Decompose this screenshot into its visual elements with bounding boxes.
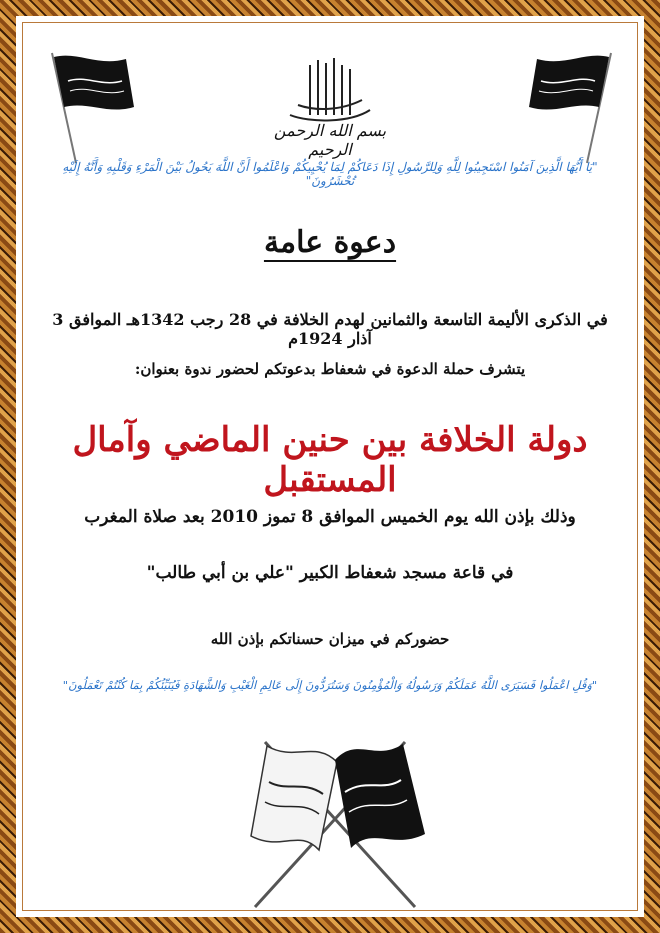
basmala-text: بسم الله الرحمن الرحيم <box>273 121 387 159</box>
page-title <box>40 225 620 260</box>
anniversary-line: في الذكرى الأليمة التاسعة والثمانين لهدم الخلافة في 28 رجب 1342هـ الموافق 3 آذار 1924م <box>52 310 608 348</box>
seminar-title: دولة الخلافة بين حنين الماضي وآمال المستقبل <box>72 420 588 500</box>
invitation-line: يتشرف حملة الدعوة في شعفاط بدعوتكم لحضور ندوة بعنوان: <box>134 360 526 378</box>
heading-text: دعوة عامة <box>263 225 397 260</box>
verse-top: "يَا أَيُّهَا الَّذِينَ آمَنُوا اسْتَجِيبُوا لِلَّهِ وَلِلرَّسُولِ إِذَا دَعَاكُمْ لِمَا يُحْيِيكُمْ وَاعْلَمُوا أَنَّ اللَّهَ يَحُولُ بَيْنَ الْمَرْءِ وَقَلْبِهِ وَأَنَّهُ إِلَيْهِ تُحْشَرُونَ" <box>62 160 598 188</box>
verse-bottom: "وَقُلِ اعْمَلُوا فَسَيَرَى اللَّهُ عَمَلَكُمْ وَرَسُولُهُ وَالْمُؤْمِنُونَ وَسَتُرَدُّونَ إِلَى عَالِمِ الْغَيْبِ وَالشَّهَادَةِ فَيُنَبِّئُكُمْ بِمَا كُنْتُمْ تَعْمَلُونَ" <box>62 678 598 692</box>
basmala-calligraphy <box>270 55 390 159</box>
venue-line: في قاعة مسجد شعفاط الكبير "علي بن أبي طالب" <box>146 563 514 583</box>
black-flag-right-icon <box>525 45 625 165</box>
date-line: وذلك بإذن الله يوم الخميس الموافق 8 تموز 2010 بعد صلاة المغرب <box>84 507 576 527</box>
closing-line: حضوركم في ميزان حسناتكم بإذن الله <box>210 630 450 648</box>
black-flag-left-icon <box>38 45 138 165</box>
crossed-flags-icon <box>235 722 435 912</box>
basmala-strokes-icon <box>270 55 390 125</box>
